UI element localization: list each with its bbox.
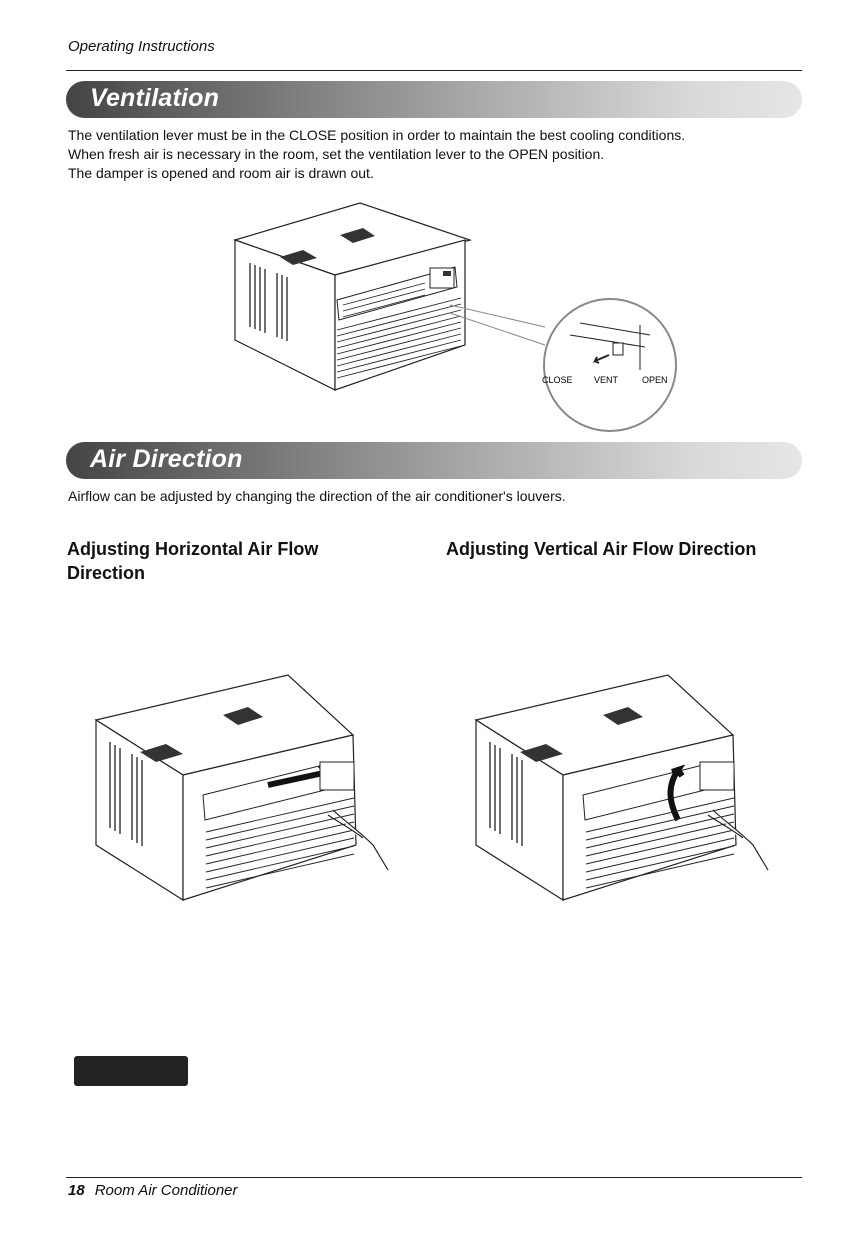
vent-lever [613, 343, 623, 355]
footer-rule [66, 1177, 802, 1178]
lever-zoom-circle [544, 299, 676, 431]
label-close: CLOSE [542, 375, 573, 385]
label-vent: VENT [594, 375, 619, 385]
air-direction-intro: Airflow can be adjusted by changing the direction of the air conditioner's louvers. [68, 488, 566, 504]
vertical-airflow-illustration [468, 660, 778, 910]
footer-title: Room Air Conditioner [94, 1182, 238, 1199]
horizontal-heading-line-2: Direction [67, 563, 146, 583]
horizontal-airflow-heading [67, 537, 397, 585]
air-direction-title: Air Direction [90, 445, 243, 473]
ventilation-line-2: When fresh air is necessary in the room, set the ventilation lever to the OPEN position. [68, 146, 605, 162]
control-panel [700, 762, 734, 790]
horizontal-airflow-illustration [88, 660, 398, 910]
ventilation-illustration [225, 195, 695, 435]
note-label-box [74, 1056, 188, 1086]
vertical-airflow-heading: Adjusting Vertical Air Flow Direction [446, 539, 757, 559]
ventilation-banner [66, 81, 802, 118]
ventilation-line-3: The damper is opened and room air is drawn out. [68, 165, 374, 181]
horizontal-heading-line-1: Adjusting Horizontal Air Flow [67, 539, 319, 559]
air-direction-banner [66, 442, 802, 479]
label-open: OPEN [642, 375, 668, 385]
page-footer [68, 1182, 238, 1199]
ventilation-line-1: The ventilation lever must be in the CLOSE position in order to maintain the best cooling conditions. [68, 127, 686, 143]
ventilation-text [68, 126, 808, 183]
header-rule [66, 70, 802, 71]
page-header: Operating Instructions [68, 38, 215, 55]
page-number: 18 [68, 1182, 85, 1199]
ventilation-title: Ventilation [90, 84, 220, 112]
control-panel [320, 762, 354, 790]
